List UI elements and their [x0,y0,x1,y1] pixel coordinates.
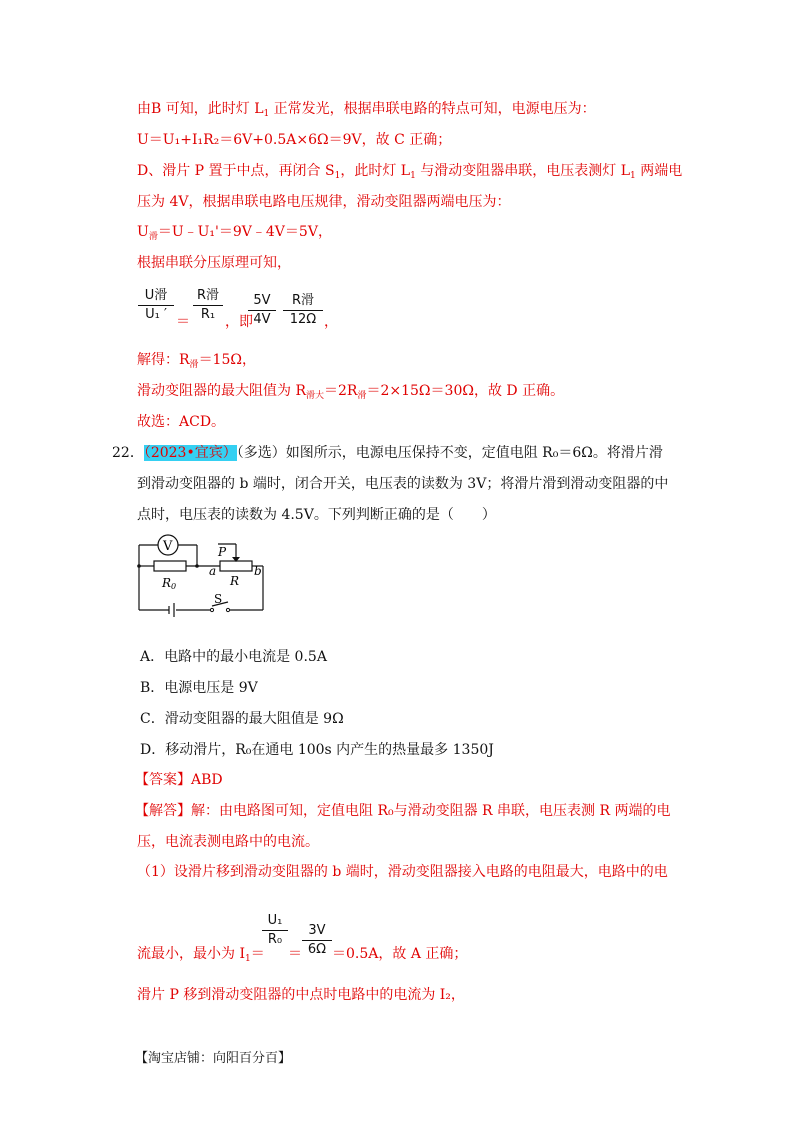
subscript: 滑大 [306,391,325,401]
fraction-bar [138,305,174,306]
solution-line-1 [137,99,596,124]
answer-line [135,770,223,790]
fraction-bar [248,310,276,311]
analysis-line-4-start [137,944,265,969]
text: ，此时灯 L [340,163,411,179]
analysis-line-5: 滑片 P 移到滑动变阻器的中点时电路中的电流为 I₂， [137,987,465,1003]
denominator: 6Ω [307,942,327,957]
text: 正常发光，根据串联电路的特点可知，电源电压为： [269,101,596,117]
r0-label: R0 [162,576,177,591]
fraction-resistance [283,293,323,328]
fraction-current-formula [262,913,288,948]
switch-contact [226,608,229,611]
fraction-bar [302,940,332,941]
fraction-bar [193,305,223,306]
question-line-2: 到滑动变阻器的 b 端时，闭合开关，电压表的读数为 3V；将滑片滑到滑动变阻器的中 [137,476,669,492]
denominator: R₁ [200,307,216,322]
fraction-bar [283,310,323,311]
subscript: 1 [244,954,251,964]
text: D、滑片 P 置于中点，再闭合 S [137,163,335,179]
denominator: R₀ [267,932,283,947]
analysis-line-2: 压，电流表测电路中的电流。 [137,834,319,850]
option-a: A．电路中的最小电流是 0.5A [140,649,327,665]
answer-label: 【答案】 [135,772,191,788]
subscript: 1 [410,171,416,181]
text: 滑动变阻器的最大阻值为 R [137,383,306,399]
subscript: 1 [334,171,341,181]
resistor-label: R [230,574,240,588]
text: 解：由电路图可知，定值电阻 R₀与滑动变阻器 R 串联，电压表测 R 两端的电 [191,803,671,819]
denominator: 4V [253,312,271,327]
option-c: C．滑动变阻器的最大阻值是 9Ω [140,711,344,727]
analysis-line-1 [135,801,671,821]
fraction-u-ratio [138,288,174,323]
fraction-current-value [302,923,332,958]
equals-sign: ＝ [176,314,190,330]
equation-connector: ，即 [225,314,253,330]
numerator: R滑 [291,293,315,308]
voltmeter-label: V [163,539,173,554]
subscript: 滑 [357,391,367,401]
subscript: 滑 [189,360,199,370]
fraction-voltage [248,293,276,328]
equals-sign: ＝ [288,946,302,962]
switch-contact [210,608,213,611]
solution-line-6: 根据串联分压原理可知， [137,255,291,271]
analysis-line-4-end: ＝0.5A，故 A 正确； [332,946,468,962]
text: ＝15Ω， [198,352,256,368]
solution-line-5 [137,222,332,247]
subscript: 滑 [148,232,158,242]
solution-line-8 [137,381,564,406]
fraction-bar [262,930,288,931]
solution-line-7 [137,350,256,375]
text: 流最小，最小为 I [137,946,245,962]
denominator: 12Ω [289,312,317,327]
node-b-label: b [254,564,262,578]
text: ＝2R [324,383,358,399]
solution-line-2: U＝U₁+I₁R₂＝6V+0.5A×6Ω＝9V，故 C 正确； [137,132,452,148]
page-footer: 【淘宝店铺：向阳百分百】 [135,1051,292,1066]
numerator: 3V [308,923,326,938]
switch-label: S [214,592,223,606]
text: 两端电 [635,163,683,179]
question-source-tag: （2023•宜宾） [143,445,237,461]
analysis-label: 【解答】 [135,803,191,819]
junction-dot [137,564,141,568]
circuit-diagram [130,532,275,618]
solution-line-4: 压为 4V，根据串联电路电压规律，滑动变阻器两端电压为： [137,194,511,210]
text: 与滑动变阻器串联，电压表测灯 L [415,163,631,179]
text: ＝U﹣U₁'＝9V﹣4V＝5V， [157,224,332,240]
text: U [137,224,149,240]
option-d: D．移动滑片，R₀在通电 100s 内产生的热量最多 1350J [140,742,494,758]
denominator: U₁ ′ [145,307,167,322]
equation-end: ， [324,314,338,330]
option-b: B．电源电压是 9V [140,680,258,696]
numerator: U滑 [144,288,168,303]
question-line-3: 点时，电压表的读数为 4.5V。下列判断正确的是（ ） [137,507,496,523]
text: ＝2×15Ω＝30Ω，故 D 正确。 [366,383,565,399]
text: 解得：R [137,352,190,368]
subscript: 1 [630,171,636,181]
question-number: 22． [112,445,144,461]
subscript: 1 [263,109,270,119]
answer-value: ABD [191,772,223,788]
fraction-r-ratio [193,288,223,323]
text: 由B 可知，此时灯 L [137,101,264,117]
text: （多选）如图所示，电源电压保持不变，定值电阻 R₀＝6Ω。将滑片滑 [236,445,663,461]
solution-line-9: 故选：ACD。 [137,414,226,430]
node-a-label: a [209,564,217,578]
slider-label: P [218,545,227,559]
analysis-line-3: （1）设滑片移到滑动变阻器的 b 端时，滑动变阻器接入电路的电阻最大，电路中的电 [137,864,668,880]
numerator: R滑 [196,288,220,303]
junction-dot [195,564,199,568]
question-line-1 [112,443,663,463]
numerator: U₁ [267,913,283,928]
text: ＝ [250,946,265,962]
numerator: 5V [253,293,271,308]
solution-line-3 [137,161,682,186]
